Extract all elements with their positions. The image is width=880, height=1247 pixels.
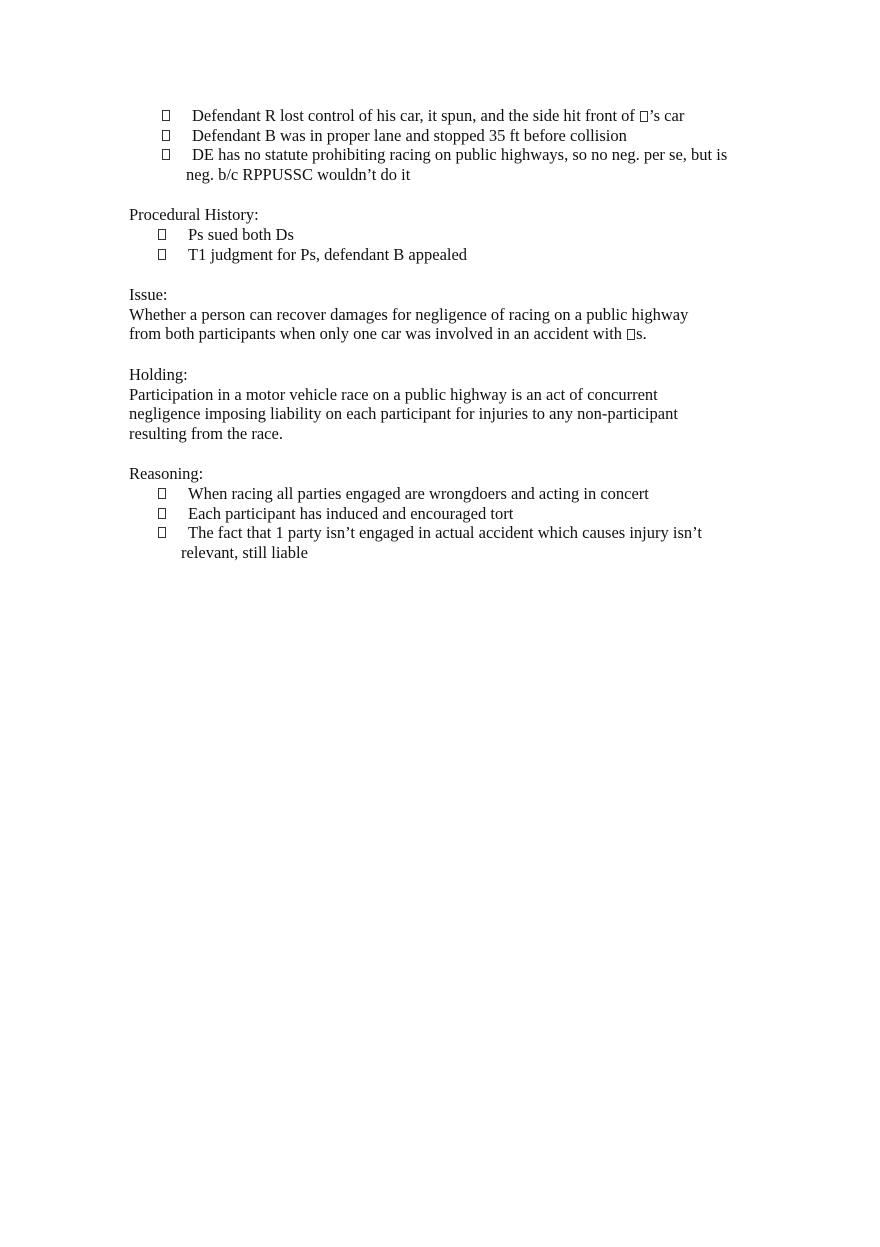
issue-line-2: from both participants when only one car was involved in an accident with [129, 324, 627, 344]
missing-glyph-icon [627, 329, 635, 340]
holding-line-3: resulting from the race. [129, 423, 283, 443]
bullet-box-icon [158, 229, 166, 240]
bullet-box-icon [162, 110, 170, 121]
reasoning-item-1: When racing all parties engaged are wrongdoers and acting in concert [188, 484, 649, 503]
holding-line-2: negligence imposing liability on each participant for injuries to any non-participant [129, 404, 678, 424]
reasoning-list [0, 484, 702, 562]
issue-line-2-suffix: s. [636, 324, 647, 344]
list-item [0, 125, 627, 146]
facts-item-1-text: Defendant R lost control of his car, it spun, and the side hit front of [192, 106, 640, 125]
list-item [0, 225, 620, 245]
issue-line-1: Whether a person can recover damages for negligence of racing on a public highway [129, 304, 689, 324]
list-item [0, 106, 685, 126]
holding-heading: Holding: [129, 365, 188, 384]
procedural-history-section [129, 205, 749, 225]
procedural-history-heading: Procedural History: [129, 205, 259, 224]
bullet-box-icon [158, 508, 166, 519]
reasoning-heading: Reasoning: [129, 464, 204, 483]
issue-heading: Issue: [129, 285, 168, 304]
list-item [0, 504, 620, 524]
bullet-box-icon [158, 488, 166, 499]
list-item [0, 523, 702, 562]
reasoning-section [129, 464, 749, 484]
facts-item-1-suffix: ’s car [649, 106, 685, 125]
procedural-history-item-1: Ps sued both Ds [188, 225, 294, 244]
procedural-history-item-2: T1 judgment for Ps, defendant B appealed [188, 244, 468, 264]
reasoning-item-2: Each participant has induced and encouraged tort [188, 503, 514, 523]
bullet-box-icon [162, 149, 170, 160]
holding-section [129, 365, 749, 443]
issue-section [129, 285, 749, 344]
procedural-history-list [0, 225, 620, 264]
facts-item-2-text: Defendant B was in proper lane and stopped 35 ft before collision [192, 125, 627, 145]
bullet-box-icon [158, 249, 166, 260]
reasoning-item-3: The fact that 1 party isn’t engaged in actual accident which causes injury isn’t [188, 523, 702, 543]
missing-glyph-icon [640, 111, 648, 122]
list-item [0, 145, 728, 184]
bullet-box-icon [158, 527, 166, 538]
bullet-box-icon [162, 130, 170, 141]
holding-line-1: Participation in a motor vehicle race on a public highway is an act of concurrent [129, 384, 658, 404]
list-item [0, 245, 620, 265]
facts-item-3-continuation: neg. b/c RPPUSSC wouldn’t do it [186, 164, 411, 184]
list-item [0, 484, 649, 504]
reasoning-item-3-continuation: relevant, still liable [181, 542, 308, 562]
facts-list [0, 106, 728, 184]
facts-item-3-text: DE has no statute prohibiting racing on public highways, so no neg. per se, but is [192, 145, 728, 165]
